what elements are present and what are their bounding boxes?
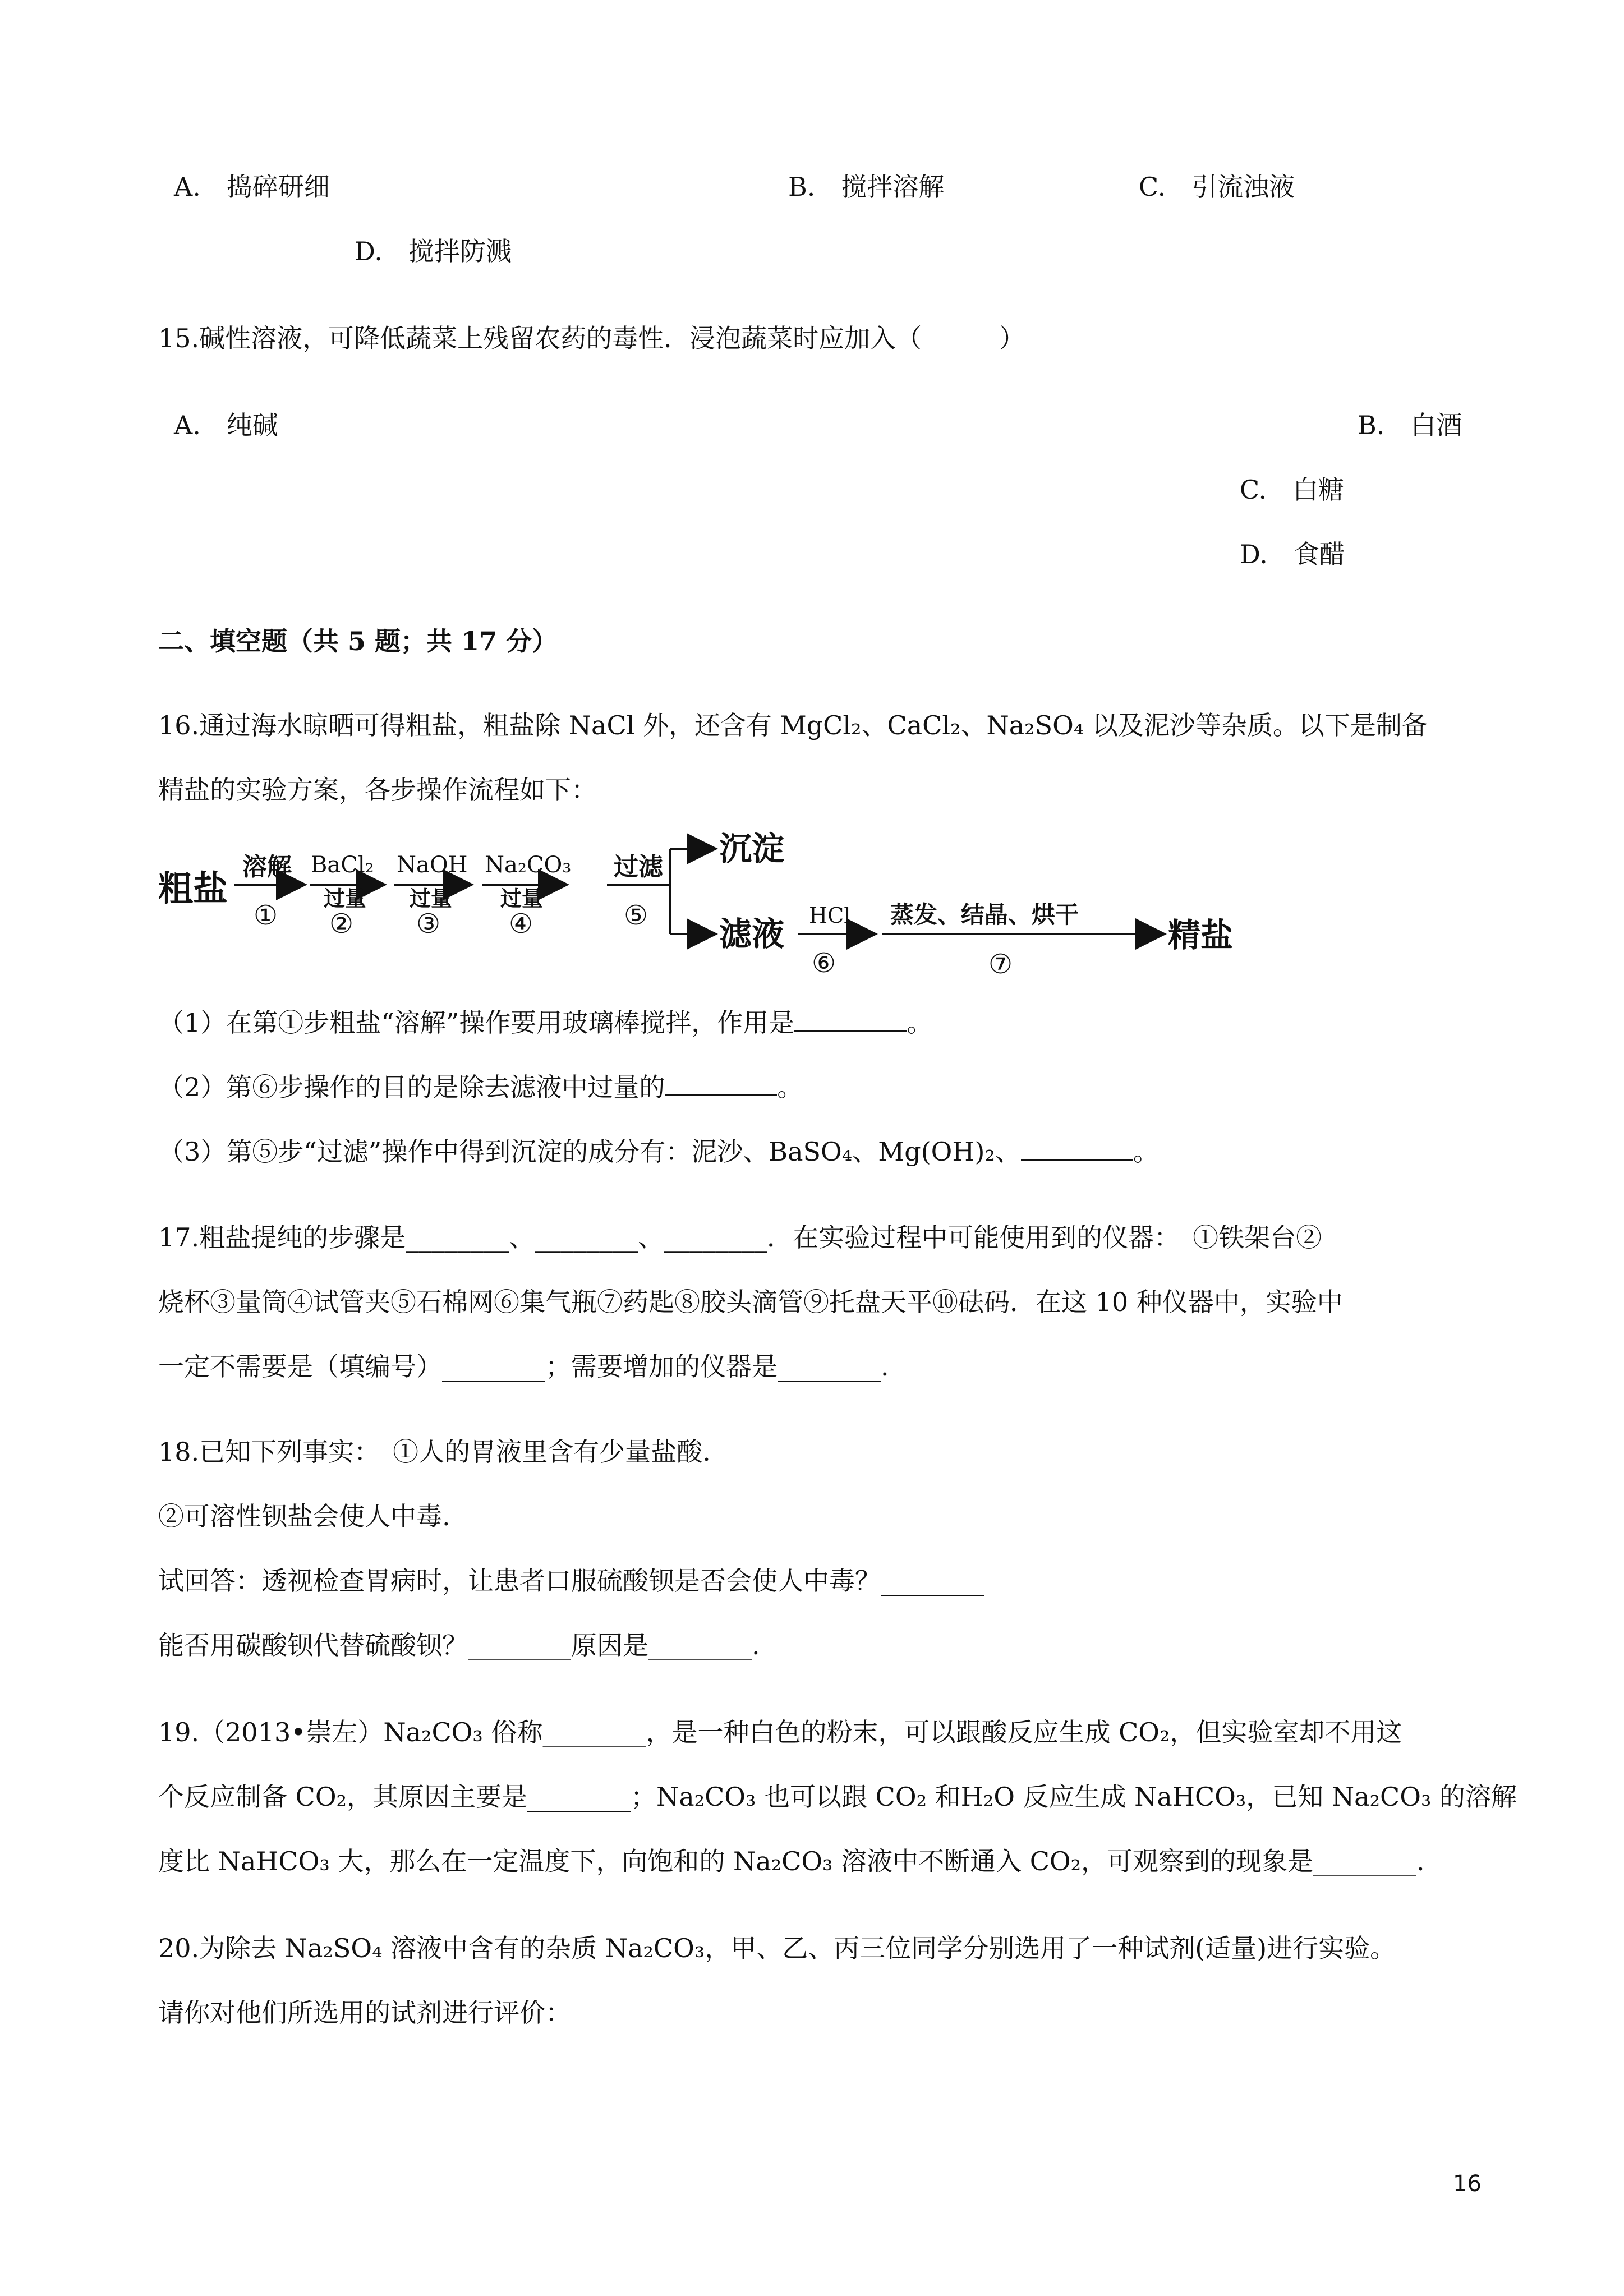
q15-stem: 15.碱性溶液，可降低蔬菜上残留农药的毒性．浸泡蔬菜时应加入（ ）	[158, 323, 1025, 353]
flow-step1-top: 溶解	[242, 853, 292, 881]
q16-sub3-text: （3）第⑤步“过滤”操作中得到沉淀的成分有：泥沙、BaSO₄、Mg(OH)₂、	[158, 1137, 1021, 1167]
flow-step6-num: ⑥	[812, 947, 836, 979]
q16-sub2-text: （2）第⑥步操作的目的是除去滤液中过量的	[158, 1072, 665, 1102]
flow-step2-num: ②	[329, 908, 354, 940]
q14-option-d: D. 搅拌防溅	[355, 236, 512, 266]
section-2-title: 二、填空题（共 5 题；共 17 分）	[158, 626, 558, 656]
q16-stem-line1: 16.通过海水晾晒可得粗盐，粗盐除 NaCl 外，还含有 MgCl₂、CaCl₂、Na₂SO₄ 以及泥沙等杂质。以下是制备	[158, 710, 1428, 740]
q16-sub2	[158, 1071, 803, 1103]
q19-line1: 19.（2013•崇左）Na₂CO₃ 俗称________，是一种白色的粉末，可以跟酸反应生成 CO₂，但实验室却不用这	[158, 1717, 1402, 1747]
q16-sub1-text: （1）在第①步粗盐“溶解”操作要用玻璃棒搅拌，作用是	[158, 1007, 795, 1038]
q19-line2: 个反应制备 CO₂，其原因主要是________；Na₂CO₃ 也可以跟 CO₂ 和H₂O 反应生成 NaHCO₃，已知 Na₂CO₃ 的溶解	[158, 1782, 1517, 1812]
flow-step3-num: ③	[416, 908, 441, 940]
q14-option-b: B. 搅拌溶解	[788, 172, 945, 202]
flow-step4-num: ④	[509, 908, 533, 940]
q19-line3: 度比 NaHCO₃ 大，那么在一定温度下，向饱和的 Na₂CO₃ 溶液中不断通入 CO₂，可观察到的现象是________.	[158, 1846, 1425, 1876]
q15-option-c: C. 白糖	[1240, 475, 1345, 505]
page-number: 16	[1453, 2171, 1482, 2197]
flow-filtrate-label: 滤液	[719, 915, 785, 953]
flow-step6-top: HCl	[809, 903, 851, 928]
q17-line1: 17.粗盐提纯的步骤是________、________、________．在实验过程中可能使用到的仪器： ①铁架台②	[158, 1222, 1322, 1253]
q16-sub3-blank[interactable]	[1021, 1137, 1133, 1161]
q15-option-a: A. 纯碱	[174, 410, 278, 440]
q17-line3: 一定不需要是（填编号）________；需要增加的仪器是________.	[158, 1351, 889, 1382]
flow-step7-top: 蒸发、结晶、烘干	[890, 901, 1079, 928]
q16-sub1-blank[interactable]	[794, 1007, 907, 1032]
flow-precipitate-label: 沉淀	[719, 830, 785, 868]
q16-stem-line2: 精盐的实验方案，各步操作流程如下：	[158, 775, 597, 805]
q20-line2: 请你对他们所选用的试剂进行评价：	[158, 1998, 571, 2028]
q20-line1: 20.为除去 Na₂SO₄ 溶液中含有的杂质 Na₂CO₃，甲、乙、丙三位同学分别选用了一种试剂(适量)进行实验。	[158, 1933, 1396, 1963]
salt-purification-flowchart	[158, 822, 1280, 990]
q15-option-b: B. 白酒	[1358, 410, 1462, 440]
flow-step2-top: BaCl₂	[311, 852, 374, 878]
flow-step3-top: NaOH	[397, 852, 468, 878]
flow-step5-num: ⑤	[624, 900, 648, 931]
q18-line4: 能否用碳酸钡代替硫酸钡？________原因是________.	[158, 1630, 760, 1660]
flow-step5-top: 过滤	[614, 853, 663, 881]
q14-option-a: A. 捣碎研细	[174, 172, 330, 202]
flow-step3-mid: 过量	[410, 886, 453, 911]
flow-start-label: 粗盐	[158, 868, 228, 909]
q16-sub2-blank[interactable]	[665, 1072, 777, 1096]
q16-sub2-end: 。	[777, 1072, 803, 1102]
flow-step7-num: ⑦	[988, 949, 1013, 980]
q16-sub3	[158, 1136, 1159, 1167]
flow-end-label: 精盐	[1168, 916, 1234, 954]
q14-option-c: C. 引流浊液	[1139, 172, 1295, 202]
q18-line1: 18.已知下列事实： ①人的胃液里含有少量盐酸.	[158, 1437, 711, 1467]
q17-line2: 烧杯③量筒④试管夹⑤石棉网⑥集气瓶⑦药匙⑧胶头滴管⑨托盘天平⑩砝码．在这 10 种仪器中，实验中	[158, 1287, 1343, 1317]
q16-sub1-end: 。	[907, 1007, 933, 1038]
flow-step1-num: ①	[254, 900, 278, 931]
q18-line3: 试回答：透视检查胃病时，让患者口服硫酸钡是否会使人中毒？________	[158, 1566, 984, 1596]
flow-step2-mid: 过量	[324, 886, 367, 911]
q16-sub3-end: 。	[1133, 1137, 1159, 1167]
flow-step4-mid: 过量	[500, 886, 544, 911]
flow-step4-top: Na₂CO₃	[485, 852, 572, 878]
q15-option-d: D. 食醋	[1240, 539, 1345, 569]
q16-sub1	[158, 1007, 932, 1038]
q18-line2: ②可溶性钡盐会使人中毒.	[158, 1501, 450, 1531]
